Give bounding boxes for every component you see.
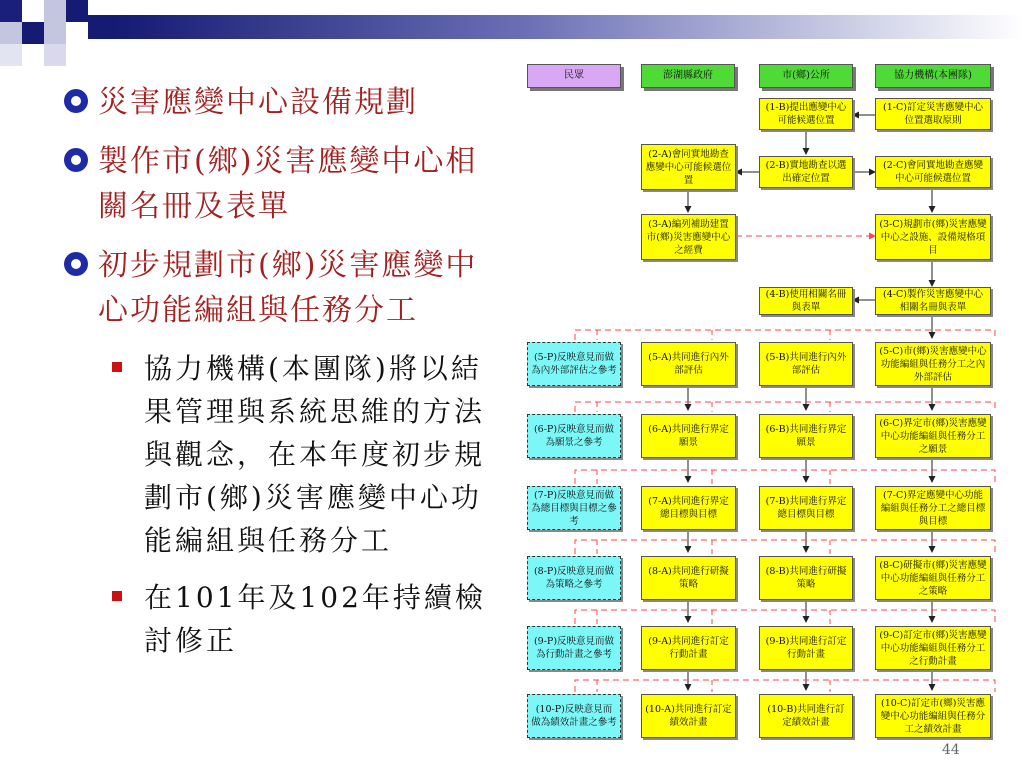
node-10b: (10-B)共同進行訂定績效計畫: [759, 694, 853, 738]
sub-bullet-text: 在101年及102年持續檢討修正: [144, 581, 486, 657]
bullet-text: 災害應變中心設備規劃: [98, 85, 418, 120]
lane-partner: 協力機構(本團隊): [875, 64, 991, 88]
node-5a: (5-A)共同進行內外部評估: [641, 342, 736, 386]
node-4c: (4-C)製作災害應變中心相關名冊與表單: [875, 287, 991, 315]
node-5c: (5-C)市(鄉)災害應變中心功能編組與任務分工之內外部評估: [875, 342, 991, 386]
node-5b: (5-B)共同進行內外部評估: [759, 342, 853, 386]
bullet-text: 初步規劃市(鄉)災害應變中心功能編組與任務分工: [98, 248, 478, 328]
node-9b: (9-B)共同進行訂定行動計畫: [759, 626, 853, 670]
node-7b: (7-B)共同進行界定總目標與目標: [759, 486, 853, 530]
node-5p: (5-P)反映意見而做為內外部評估之參考: [527, 342, 621, 386]
lane-city: 市(鄉)公所: [759, 64, 853, 88]
node-7c: (7-C)界定應變中心功能編組與任務分工之總目標與目標: [875, 486, 991, 530]
node-8c: (8-C)研擬市(鄉)災害應變中心功能編組與任務分工之策略: [875, 556, 991, 600]
node-8a: (8-A)共同進行研擬策略: [641, 556, 736, 600]
node-1b: (1-B)提出應變中心可能候選位置: [759, 98, 853, 130]
lane-county: 澎湖縣政府: [641, 64, 735, 88]
node-10a: (10-A)共同進行訂定績效計畫: [641, 694, 736, 738]
node-2b: (2-B)實地勘查以選出確定位置: [759, 156, 853, 188]
node-3a: (3-A)編列補助建置市(鄉)災害應變中心之經費: [641, 214, 736, 260]
node-6p: (6-P)反映意見而做為願景之參考: [527, 414, 621, 458]
node-10c: (10-C)訂定市(鄉)災害應變中心功能編組與任務分工之績效計畫: [875, 694, 991, 738]
node-6b: (6-B)共同進行界定願景: [759, 414, 853, 458]
node-6c: (6-C)界定市(鄉)災害應變中心功能編組與任務分工之願景: [875, 414, 991, 458]
node-9a: (9-A)共同進行訂定行動計畫: [641, 626, 736, 670]
sub-bullet-text: 協力機構(本團隊)將以結果管理與系統思維的方法與觀念，在本年度初步規劃市(鄉)災害應變中心功能編組與任務分工: [144, 352, 486, 557]
node-1c: (1-C)訂定災害應變中心位置選取原則: [875, 98, 991, 130]
bullet-text: 製作市(鄉)災害應變中心相關名冊及表單: [98, 144, 478, 224]
node-8b: (8-B)共同進行研擬策略: [759, 556, 853, 600]
node-2c: (2-C)會同實地勘查應變中心可能候選位置: [875, 156, 991, 188]
node-9c: (9-C)訂定市(鄉)災害應變中心功能編組與任務分工之行動計畫: [875, 626, 991, 670]
node-7p: (7-P)反映意見而做為總目標與目標之參考: [527, 486, 621, 530]
node-2a: (2-A)會同實地勘查應變中心可能候選位置: [641, 144, 736, 190]
node-8p: (8-P)反映意見而做為策略之參考: [527, 556, 621, 600]
node-4b: (4-B)使用相關名冊與表單: [759, 287, 853, 315]
node-9p: (9-P)反映意見而做為行動計畫之參考: [527, 626, 621, 670]
node-10p: (10-P)反映意見而做為績效計畫之參考: [527, 694, 621, 738]
page-number: 44: [942, 742, 960, 758]
node-7a: (7-A)共同進行界定總目標與目標: [641, 486, 736, 530]
node-6a: (6-A)共同進行界定願景: [641, 414, 736, 458]
lane-civilian: 民眾: [527, 64, 621, 88]
node-3c: (3-C)規劃市(鄉)災害應變中心之設施、設備規格項目: [875, 214, 991, 260]
